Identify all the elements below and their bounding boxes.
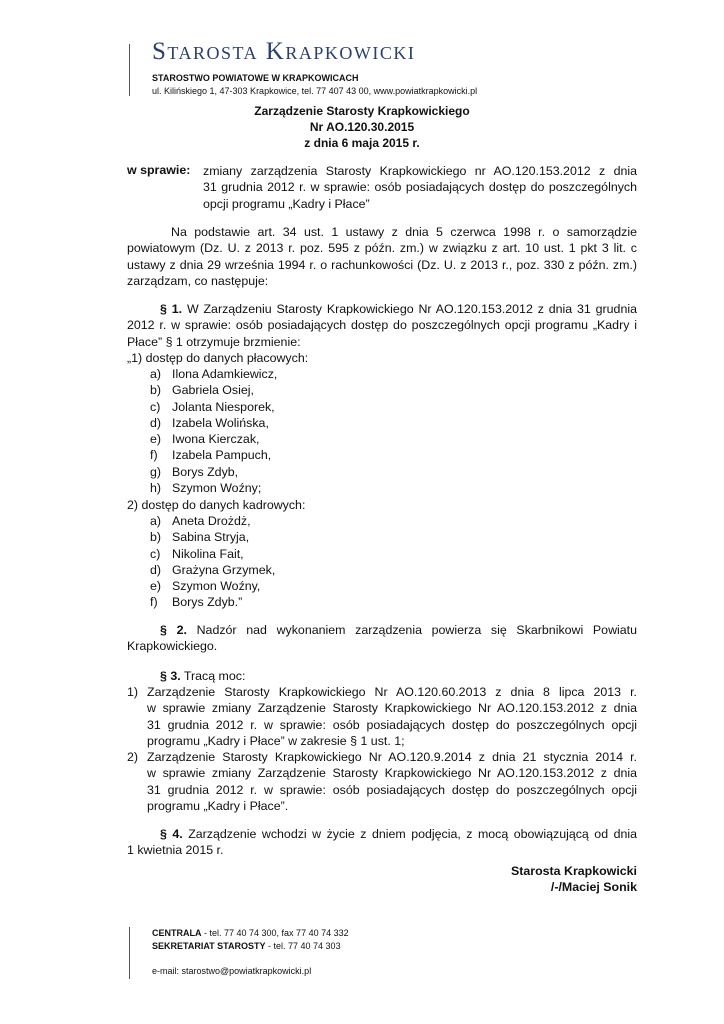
list-item-marker: e)	[150, 432, 162, 447]
preamble	[127, 224, 637, 289]
list-item-marker: c)	[150, 546, 161, 561]
list-item-marker: a)	[150, 514, 162, 528]
list-item-marker: e)	[150, 579, 162, 594]
footer-email[interactable]: e-mail: starostwo@powiatkrapkowicki.pl	[152, 966, 312, 976]
list-item-name: Gabriela Osiej,	[172, 383, 254, 398]
doc-title-line3: z dnia 6 maja 2015 r.	[304, 136, 420, 150]
repeal-item-1-line4: programu „Kadry i Płace” w zakresie § 1 ust. 1;	[147, 733, 405, 748]
list-item-name: Szymon Woźny,	[172, 579, 261, 594]
list-item-name: Izabela Pampuch,	[172, 448, 272, 463]
list-item-marker: h)	[150, 481, 162, 496]
paragraph-1-line3: Płace” § 1 otrzymuje brzmienie:	[127, 334, 301, 349]
list-item-marker: b)	[150, 530, 162, 545]
list-item-name: Szymon Woźny;	[172, 481, 262, 496]
paragraph-4-line1	[127, 826, 637, 842]
list-item-marker: g)	[150, 464, 162, 479]
list-item-marker: d)	[150, 562, 162, 577]
paragraph-1-line1	[127, 301, 637, 317]
subject-line2: 31 grudnia 2012 r. w sprawie: osób posiadających dostęp do poszczególnych	[203, 180, 637, 195]
paragraph-2-line1	[127, 622, 637, 638]
preamble-line4: zarządzam, co następuje:	[127, 273, 269, 288]
doc-title-line1: Zarządzenie Starosty Krapkowickiego	[254, 104, 470, 118]
subject-line1: zmiany zarządzenia Starosty Krapkowickiego nr AO.120.153.2012 z dnia	[203, 164, 637, 178]
list-item-name: Sabina Stryja,	[172, 530, 250, 545]
footer-centrala	[152, 928, 349, 938]
list-item-name: Izabela Wolińska,	[172, 415, 269, 430]
subject-line3: opcji programu „Kadry i Płace”	[203, 196, 370, 211]
repeal-item-2	[127, 749, 637, 814]
list-item-marker: a)	[150, 367, 162, 381]
list-item-name: Grażyna Grzymek,	[172, 562, 276, 577]
paragraph-4-line2: 1 kwietnia 2015 r.	[127, 843, 224, 858]
footer-centrala-value: - tel. 77 40 74 300, fax 77 40 74 332	[201, 928, 349, 938]
list-item-marker: f)	[150, 595, 158, 610]
paragraph-3-sign: § 3.	[160, 669, 181, 683]
paragraph-1-line2: 2012 r. w sprawie: osób posiadających dostęp do poszczególnych opcji programu „Kadry i	[127, 318, 637, 333]
repeal-item-2-line1: Zarządzenie Starosty Krapkowickiego Nr AO.120.9.2014 z dnia 21 stycznia 2014 r.	[147, 750, 637, 764]
organization-address: ul. Kilińskiego 1, 47-303 Krapkowice, tel. 77 407 43 00, www.powiatkrapkowicki.pl	[152, 86, 478, 96]
doc-title-line2: Nr AO.120.30.2015	[309, 120, 415, 134]
list-item-marker: b)	[150, 383, 162, 398]
preamble-line1: Na podstawie art. 34 ust. 1 ustawy z dnia 5 czerwca 1998 r. o samorządzie	[171, 225, 637, 239]
organization-name: STAROSTWO POWIATOWE W KRAPKOWICACH	[152, 73, 359, 83]
list-item-name: Aneta Drożdż,	[172, 514, 251, 528]
paragraph-4-sign: § 4.	[160, 827, 183, 841]
list-item-name: Ilona Adamkiewicz,	[172, 367, 278, 381]
subject-label: w sprawie:	[127, 163, 191, 177]
list-item-name: Iwona Kierczak,	[172, 432, 260, 447]
paragraph-1-line1-text: W Zarządzeniu Starosty Krapkowickiego Nr AO.120.153.2012 z dnia 31 grudnia	[186, 302, 637, 316]
subject-text	[203, 163, 637, 212]
list-item-name: Borys Zdyb.”	[172, 595, 243, 610]
repeal-item-2-line3: 31 grudnia 2012 r. w sprawie: osób posiadających dostęp do poszczególnych opcji	[147, 782, 637, 797]
paragraph-3-heading-text: Tracą moc:	[183, 669, 246, 683]
footer-divider	[129, 927, 130, 979]
brand-title: Starosta Krapkowicki	[152, 38, 416, 65]
preamble-line2: powiatowym (Dz. U. z 2013 r. poz. 595 z późn. zm.) w związku z art. 10 ust. 1 pkt 3 lit. c	[127, 241, 637, 256]
preamble-line3: ustawy z dnia 29 września 1994 r. o rachunkowości (Dz. U. z 2013 r., poz. 330 z późn. zm.)	[127, 257, 637, 272]
signature-title: Starosta Krapkowicki	[510, 864, 637, 878]
list-item-marker: d)	[150, 415, 162, 430]
repeal-item-2-line4: programu „Kadry i Płace”.	[147, 798, 289, 813]
list-item-marker: c)	[150, 399, 161, 414]
repeal-item-2-line2: w sprawie zmiany Zarządzenie Starosty Krapkowickiego Nr AO.120.153.2012 z dnia	[147, 766, 637, 781]
signature-name: /-/Maciej Sonik	[550, 880, 637, 894]
paragraph-2-line2: Krapkowickiego.	[127, 639, 218, 654]
paragraph-1-sign: § 1.	[160, 302, 183, 316]
list-item-name: Jolanta Niesporek,	[172, 399, 275, 414]
repeal-item-1	[127, 684, 637, 749]
paragraph-3-heading	[127, 668, 637, 684]
group2-title: 2) dostęp do danych kadrowych:	[127, 498, 306, 512]
footer-sekretariat-value: - tel. 77 40 74 303	[265, 941, 341, 951]
paragraph-4	[127, 826, 637, 859]
repeal-item-number: 2)	[127, 750, 139, 764]
paragraph-1	[127, 301, 637, 366]
list-item-marker: f)	[150, 448, 158, 463]
footer-sekretariat-label: SEKRETARIAT STAROSTY	[152, 941, 266, 951]
header-divider	[129, 44, 130, 96]
paragraph-2-line1-text: Nadzór nad wykonaniem zarządzenia powierza się Skarbnikowi Powiatu	[196, 623, 637, 637]
repeal-item-1-line3: 31 grudnia 2012 r. w sprawie: osób posiadających dostęp do poszczególnych opcji	[147, 717, 637, 732]
list-item-name: Nikolina Fait,	[172, 546, 244, 561]
footer-sekretariat	[152, 941, 341, 951]
paragraph-2	[127, 622, 637, 655]
group1-title: „1) dostęp do danych płacowych:	[127, 350, 309, 365]
paragraph-2-sign: § 2.	[160, 623, 187, 637]
paragraph-4-line1-text: Zarządzenie wchodzi w życie z dniem podjęcia, z mocą obowiązującą od dnia	[188, 827, 638, 841]
footer-centrala-label: CENTRALA	[152, 928, 202, 938]
repeal-item-1-line1: Zarządzenie Starosty Krapkowickiego Nr AO.120.60.2013 z dnia 8 lipca 2013 r.	[147, 685, 637, 699]
list-item-name: Borys Zdyb,	[172, 464, 239, 479]
repeal-item-1-line2: w sprawie zmiany Zarządzenie Starosty Krapkowickiego Nr AO.120.153.2012 z dnia	[147, 701, 637, 716]
repeal-item-number: 1)	[127, 685, 139, 699]
